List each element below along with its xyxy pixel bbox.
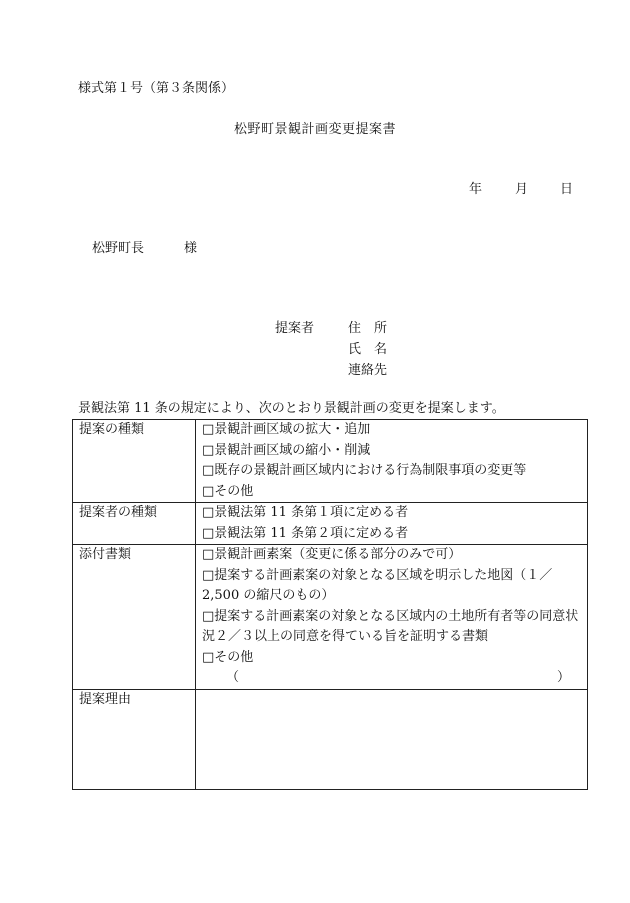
checkbox-option-article11-paragraph2[interactable]: □景観法第 11 条第２項に定める者 (202, 525, 409, 541)
table-row-proposal-type (73, 420, 588, 503)
proposer-address-label: 住 所 (348, 321, 388, 336)
options-proposer-type (196, 503, 588, 545)
date-month-label: 月 (515, 182, 529, 197)
table-row-proposer-type (73, 503, 588, 545)
checkbox-option-other-attachment[interactable]: □その他 (202, 649, 254, 665)
open-paren: （ (226, 670, 240, 685)
addressee-honorific: 様 (184, 241, 198, 256)
date-day-label: 日 (560, 182, 574, 197)
date-year-label: 年 (469, 182, 483, 197)
table-row-reason (73, 689, 588, 789)
proposer-name-label: 氏 名 (348, 342, 388, 357)
row-label-attachments: 添付書類 (73, 545, 196, 690)
form-number: 様式第１号（第３条関係） (78, 81, 235, 96)
other-attachment-detail-field[interactable] (202, 668, 583, 689)
proposer-label: 提案者 (275, 321, 315, 336)
options-attachments (196, 545, 588, 690)
checkbox-option-area-reduction[interactable]: □景観計画区域の縮小・削減 (202, 442, 371, 458)
row-label-proposer-type: 提案者の種類 (73, 503, 196, 545)
reason-input-area[interactable] (196, 689, 588, 789)
table-row-attachments (73, 545, 588, 690)
row-label-proposal-type: 提案の種類 (73, 420, 196, 503)
checkbox-option-area-expansion[interactable]: □景観計画区域の拡大・追加 (202, 422, 371, 437)
options-proposal-type (196, 420, 588, 503)
intro-text: 景観法第 11 条の規定により、次のとおり景観計画の変更を提案します。 (78, 401, 505, 416)
proposer-contact-label: 連絡先 (348, 363, 388, 378)
addressee-name: 松野町長 (92, 241, 145, 256)
row-label-reason: 提案理由 (73, 689, 196, 789)
checkbox-option-area-map[interactable]: □提案する計画素案の対象となる区域を明示した地図（１／2,500 の縮尺のもの） (202, 567, 553, 603)
close-paren: ） (556, 670, 570, 685)
checkbox-option-other-type[interactable]: □その他 (202, 483, 254, 499)
checkbox-option-draft-plan[interactable]: □景観計画素案（変更に係る部分のみで可） (202, 547, 462, 562)
checkbox-option-article11-paragraph1[interactable]: □景観法第 11 条第１項に定める者 (202, 505, 409, 520)
proposal-form-table (72, 419, 588, 790)
checkbox-option-consent-proof[interactable]: □提案する計画素案の対象となる区域内の土地所有者等の同意状況２／３以上の同意を得ている旨を証明する書類 (202, 608, 579, 644)
document-title: 松野町景観計画変更提案書 (234, 122, 397, 137)
checkbox-option-restriction-change[interactable]: □既存の景観計画区域内における行為制限事項の変更等 (202, 463, 527, 478)
